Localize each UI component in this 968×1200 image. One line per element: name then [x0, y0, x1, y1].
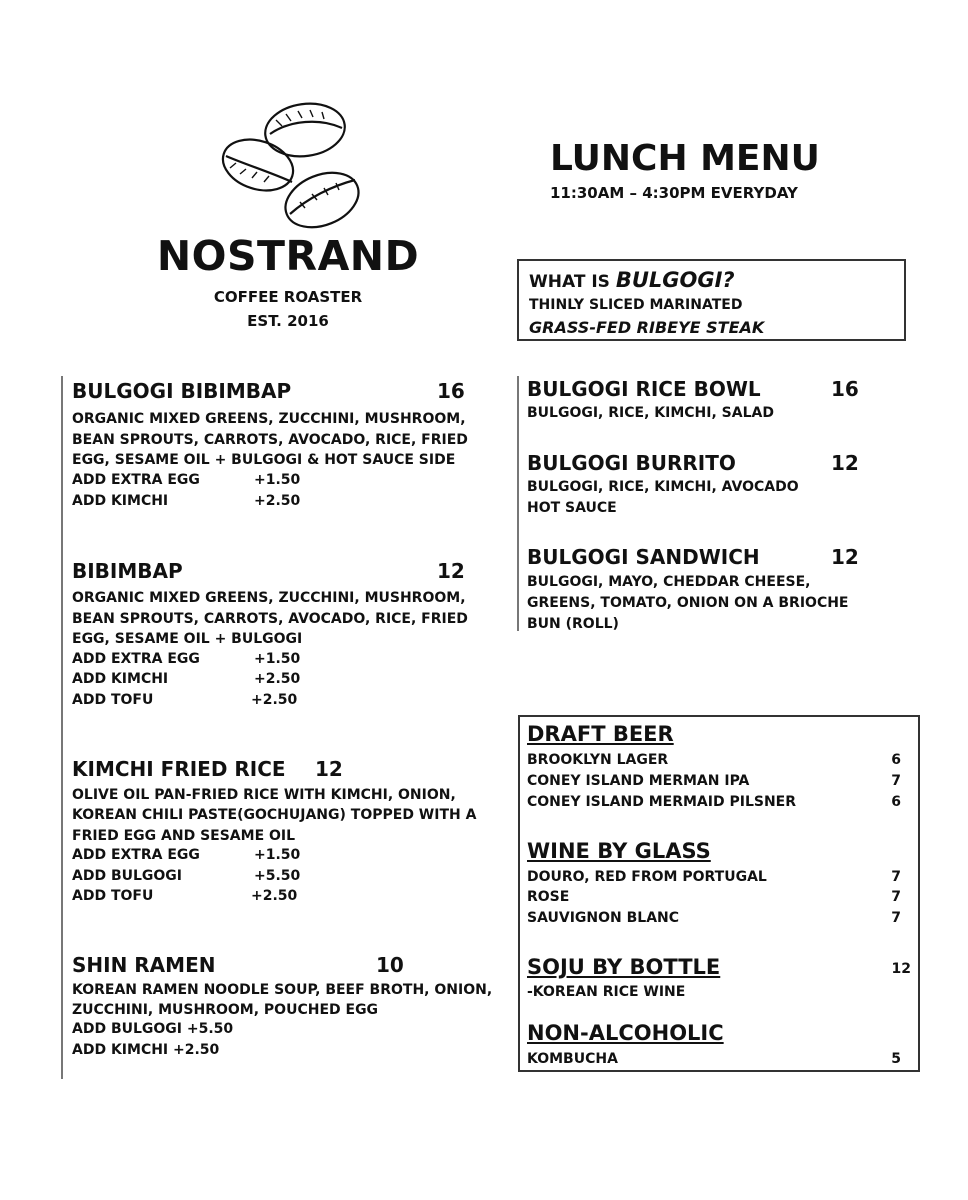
item-description-line: BEAN SPROUTS, CARROTS, AVOCADO, RICE, FRIED [72, 611, 468, 627]
item-price: 16 [437, 379, 465, 403]
drink-price: 6 [891, 794, 901, 810]
addon-price: +2.50 [251, 692, 298, 708]
addon-label: ADD KIMCHI +2.50 [72, 1042, 220, 1058]
callout-line-2: GRASS-FED RIBEYE STEAK [529, 318, 765, 337]
drink-price: 6 [891, 752, 901, 768]
bulgogi-callout [517, 259, 906, 341]
addon-price: +1.50 [254, 472, 301, 488]
item-description-line: ORGANIC MIXED GREENS, ZUCCHINI, MUSHROOM, [72, 411, 466, 427]
item-name: BULGOGI RICE BOWL [527, 377, 761, 401]
addon-label: ADD TOFU [72, 692, 154, 708]
coffee-beans-icon [210, 90, 370, 235]
addon-label: ADD TOFU [72, 888, 154, 904]
section-heading: DRAFT BEER [527, 722, 674, 746]
addon-label: ADD KIMCHI [72, 671, 169, 687]
drink-name: ROSE [527, 889, 570, 905]
item-description-line: EGG, SESAME OIL + BULGOGI & HOT SAUCE SIDE [72, 452, 456, 468]
right-divider [517, 376, 519, 631]
drinks-box [518, 715, 920, 1072]
section-heading: NON-ALCOHOLIC [527, 1021, 724, 1045]
drink-price: 7 [891, 889, 901, 905]
item-name: BULGOGI SANDWICH [527, 545, 760, 569]
item-price: 12 [831, 545, 859, 569]
page-title: LUNCH MENU [550, 138, 820, 179]
item-description-line: BEAN SPROUTS, CARROTS, AVOCADO, RICE, FRIED [72, 432, 468, 448]
drink-price: 7 [891, 773, 901, 789]
item-name: BULGOGI BIBIMBAP [72, 379, 292, 403]
item-description-line: BULGOGI, RICE, KIMCHI, SALAD [527, 405, 774, 421]
drink-price: 7 [891, 869, 901, 885]
item-name: KIMCHI FRIED RICE [72, 757, 286, 781]
item-description-line: OLIVE OIL PAN-FRIED RICE WITH KIMCHI, ONION, [72, 787, 456, 803]
drink-price: 5 [891, 1051, 901, 1067]
addon-label: ADD BULGOGI +5.50 [72, 1021, 234, 1037]
item-price: 12 [437, 559, 465, 583]
item-price: 16 [831, 377, 859, 401]
section-heading: WINE BY GLASS [527, 839, 711, 863]
left-divider [61, 376, 63, 1079]
addon-price: +2.50 [254, 671, 301, 687]
item-description-line: KOREAN RAMEN NOODLE SOUP, BEEF BROTH, ONION, [72, 982, 493, 998]
section-heading-price: 12 [891, 961, 911, 977]
brand-name: NOSTRAND [156, 232, 420, 280]
addon-price: +1.50 [254, 847, 301, 863]
item-name: SHIN RAMEN [72, 953, 216, 977]
brand-subtitle: COFFEE ROASTER [213, 288, 363, 306]
brand-established: EST. 2016 [247, 312, 329, 330]
item-description-line: FRIED EGG AND SESAME OIL [72, 828, 296, 844]
item-price: 10 [376, 953, 404, 977]
item-description-line: HOT SAUCE [527, 500, 617, 516]
callout-question [529, 268, 735, 292]
item-description-line: ORGANIC MIXED GREENS, ZUCCHINI, MUSHROOM, [72, 590, 466, 606]
addon-label: ADD EXTRA EGG [72, 472, 200, 488]
item-description-line: BULGOGI, MAYO, CHEDDAR CHEESE, [527, 574, 811, 590]
drink-name: CONEY ISLAND MERMAID PILSNER [527, 794, 797, 810]
item-description-line: BUN (ROLL) [527, 616, 619, 632]
callout-line-1: THINLY SLICED MARINATED [529, 297, 743, 313]
item-price: 12 [315, 757, 343, 781]
item-price: 12 [831, 451, 859, 475]
drink-name: CONEY ISLAND MERMAN IPA [527, 773, 750, 789]
drink-name: -KOREAN RICE WINE [527, 984, 686, 1000]
addon-label: ADD KIMCHI [72, 493, 169, 509]
addon-label: ADD EXTRA EGG [72, 651, 200, 667]
addon-price: +2.50 [254, 493, 301, 509]
section-heading: SOJU BY BOTTLE [527, 955, 721, 979]
item-description-line: ZUCCHINI, MUSHROOM, POUCHED EGG [72, 1002, 379, 1018]
item-description-line: EGG, SESAME OIL + BULGOGI [72, 631, 303, 647]
drink-name: BROOKLYN LAGER [527, 752, 669, 768]
addon-price: +2.50 [251, 888, 298, 904]
hours-text: 11:30AM – 4:30PM EVERYDAY [550, 184, 798, 202]
drink-name: DOURO, RED FROM PORTUGAL [527, 869, 767, 885]
item-description-line: BULGOGI, RICE, KIMCHI, AVOCADO [527, 479, 799, 495]
callout-question-prefix: WHAT IS [529, 272, 610, 292]
addon-price: +5.50 [254, 868, 301, 884]
item-name: BULGOGI BURRITO [527, 451, 736, 475]
addon-label: ADD BULGOGI [72, 868, 183, 884]
addon-price: +1.50 [254, 651, 301, 667]
addon-label: ADD EXTRA EGG [72, 847, 200, 863]
item-name: BIBIMBAP [72, 559, 183, 583]
item-description-line: GREENS, TOMATO, ONION ON A BRIOCHE [527, 595, 849, 611]
drink-name: KOMBUCHA [527, 1051, 618, 1067]
drink-name: SAUVIGNON BLANC [527, 910, 680, 926]
callout-question-term: BULGOGI? [615, 268, 735, 292]
item-description-line: KOREAN CHILI PASTE(GOCHUJANG) TOPPED WITH A [72, 807, 477, 823]
drink-price: 7 [891, 910, 901, 926]
